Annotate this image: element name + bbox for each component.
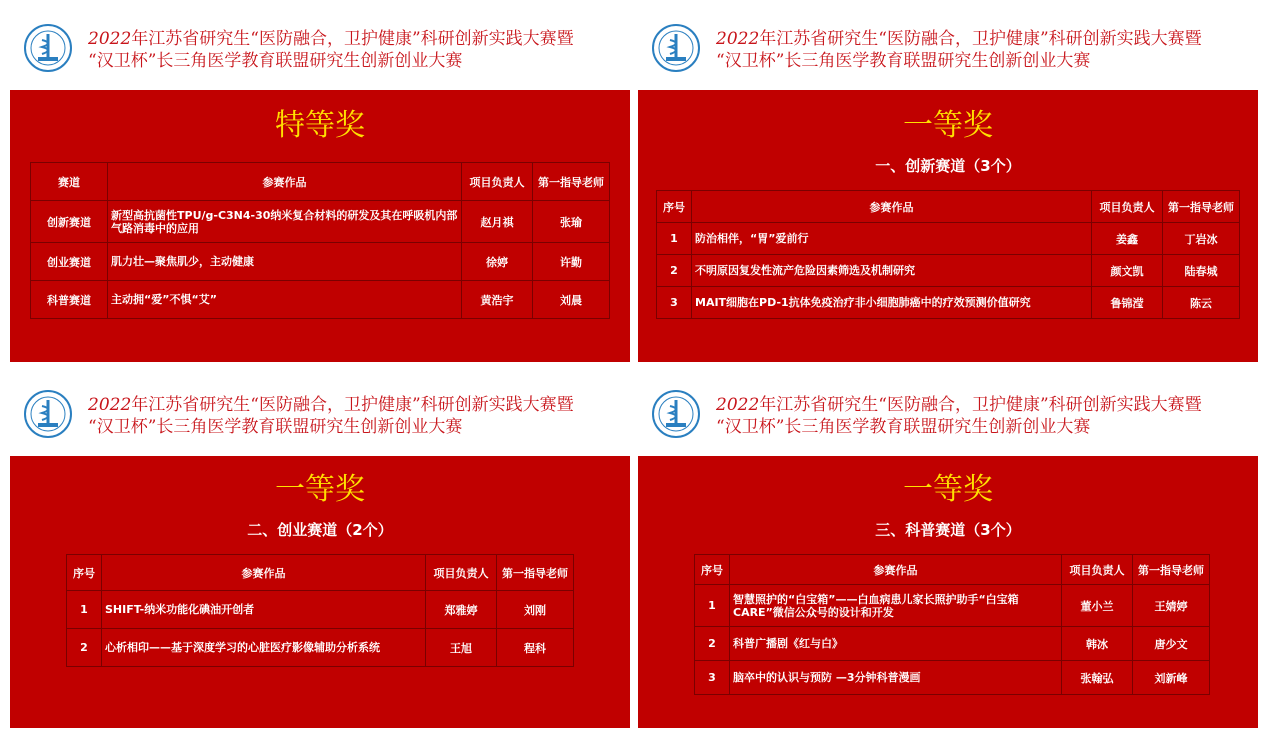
table-row: [695, 627, 1210, 661]
column-header: 项目负责人: [462, 163, 533, 201]
event-title: [716, 28, 1256, 72]
column-header: 序号: [695, 555, 730, 585]
award-title: 一等奖: [903, 108, 993, 143]
table-row: [31, 201, 610, 243]
project-cell: 脑卒中的认识与预防 —3分钟科普漫画: [730, 661, 1062, 695]
project-cell: 防治相伴，“胃”爱前行: [692, 223, 1092, 255]
award-subtitle: 三、科普赛道（3个）: [875, 521, 1021, 539]
event-title-line2: “汉卫杯”长三角医学教育联盟研究生创新创业大赛: [716, 51, 1091, 71]
university-logo-icon: [24, 24, 72, 72]
advisor-cell: 陈云: [1163, 287, 1240, 319]
leader-cell: 韩冰: [1062, 627, 1133, 661]
award-title: 特等奖: [275, 108, 365, 143]
university-logo-icon: [652, 390, 700, 438]
slide-header: [10, 0, 630, 90]
column-header: 项目负责人: [426, 555, 497, 591]
index-cell: 2: [67, 629, 102, 667]
advisor-cell: 许勤: [533, 243, 610, 281]
column-header: 第一指导老师: [1163, 191, 1240, 223]
column-header: 第一指导老师: [533, 163, 610, 201]
leader-cell: 赵月祺: [462, 201, 533, 243]
column-header: 参赛作品: [108, 163, 462, 201]
project-cell: 心析相印——基于深度学习的心脏医疗影像辅助分析系统: [102, 629, 426, 667]
project-cell: 不明原因复发性流产危险因素筛选及机制研究: [692, 255, 1092, 287]
university-logo-icon: [24, 390, 72, 438]
table-header-row: [695, 555, 1210, 585]
leader-cell: 王旭: [426, 629, 497, 667]
index-cell: 1: [67, 591, 102, 629]
track-cell: 创新赛道: [31, 201, 108, 243]
column-header: 项目负责人: [1092, 191, 1163, 223]
award-title: 一等奖: [275, 472, 365, 507]
event-title: [88, 394, 628, 438]
leader-cell: 鲁锦滢: [1092, 287, 1163, 319]
table-row: [695, 661, 1210, 695]
slide-header: [638, 366, 1258, 456]
slide-header: [638, 0, 1258, 90]
project-cell: 智慧照护的“白宝箱”——白血病患儿家长照护助手“白宝箱CARE”微信公众号的设计和开发: [730, 585, 1062, 627]
leader-cell: 郑雅婷: [426, 591, 497, 629]
index-cell: 1: [657, 223, 692, 255]
award-banner: [638, 456, 1258, 728]
track-cell: 创业赛道: [31, 243, 108, 281]
award-title: 一等奖: [903, 472, 993, 507]
table-header-row: [31, 163, 610, 201]
advisor-cell: 陆春城: [1163, 255, 1240, 287]
advisor-cell: 程科: [497, 629, 574, 667]
column-header: 序号: [657, 191, 692, 223]
event-title-line2: “汉卫杯”长三角医学教育联盟研究生创新创业大赛: [88, 51, 463, 71]
table-row: [657, 255, 1240, 287]
slide-first-prize-science-popularization: [638, 366, 1258, 728]
advisor-cell: 张瑜: [533, 201, 610, 243]
event-title: [88, 28, 628, 72]
award-banner: [10, 456, 630, 728]
column-header: 参赛作品: [730, 555, 1062, 585]
project-cell: SHIFT-纳米功能化碘油开创者: [102, 591, 426, 629]
advisor-cell: 丁岩冰: [1163, 223, 1240, 255]
leader-cell: 颜文凯: [1092, 255, 1163, 287]
table-row: [31, 281, 610, 319]
event-title-line1: 年江苏省研究生“医防融合，卫护健康”科研创新实践大赛暨: [759, 395, 1202, 415]
award-table: [694, 554, 1210, 695]
event-title-line2: “汉卫杯”长三角医学教育联盟研究生创新创业大赛: [716, 417, 1091, 437]
project-cell: 肌力壮—聚焦肌少，主动健康: [108, 243, 462, 281]
advisor-cell: 刘新峰: [1133, 661, 1210, 695]
table-row: [67, 629, 574, 667]
table-row: [657, 223, 1240, 255]
event-title-line2: “汉卫杯”长三角医学教育联盟研究生创新创业大赛: [88, 417, 463, 437]
event-year: 2022: [716, 395, 760, 415]
column-header: 项目负责人: [1062, 555, 1133, 585]
slide-first-prize-innovation: [638, 0, 1258, 362]
index-cell: 2: [657, 255, 692, 287]
event-title-line1: 年江苏省研究生“医防融合，卫护健康”科研创新实践大赛暨: [131, 29, 574, 49]
university-logo-icon: [652, 24, 700, 72]
project-cell: 科普广播剧《红与白》: [730, 627, 1062, 661]
index-cell: 3: [657, 287, 692, 319]
event-title-line1: 年江苏省研究生“医防融合，卫护健康”科研创新实践大赛暨: [131, 395, 574, 415]
slide-first-prize-entrepreneurship: [10, 366, 630, 728]
award-table: [30, 162, 610, 319]
index-cell: 3: [695, 661, 730, 695]
column-header: 赛道: [31, 163, 108, 201]
event-title: [716, 394, 1256, 438]
table-row: [31, 243, 610, 281]
event-title-line1: 年江苏省研究生“医防融合，卫护健康”科研创新实践大赛暨: [759, 29, 1202, 49]
column-header: 参赛作品: [102, 555, 426, 591]
leader-cell: 张翰弘: [1062, 661, 1133, 695]
leader-cell: 徐婷: [462, 243, 533, 281]
award-subtitle: 一、创新赛道（3个）: [875, 157, 1021, 175]
column-header: 参赛作品: [692, 191, 1092, 223]
award-table: [656, 190, 1240, 319]
award-table: [66, 554, 574, 667]
table-header-row: [657, 191, 1240, 223]
slide-special-prize: [10, 0, 630, 362]
index-cell: 1: [695, 585, 730, 627]
project-cell: MAIT细胞在PD-1抗体免疫治疗非小细胞肺癌中的疗效预测价值研究: [692, 287, 1092, 319]
award-banner: [10, 90, 630, 362]
leader-cell: 姜鑫: [1092, 223, 1163, 255]
leader-cell: 黄浩宇: [462, 281, 533, 319]
table-header-row: [67, 555, 574, 591]
advisor-cell: 唐少文: [1133, 627, 1210, 661]
column-header: 第一指导老师: [1133, 555, 1210, 585]
track-cell: 科普赛道: [31, 281, 108, 319]
slide-header: [10, 366, 630, 456]
column-header: 序号: [67, 555, 102, 591]
advisor-cell: 刘晨: [533, 281, 610, 319]
award-banner: [638, 90, 1258, 362]
table-row: [657, 287, 1240, 319]
leader-cell: 董小兰: [1062, 585, 1133, 627]
project-cell: 新型高抗菌性TPU/g-C3N4-30纳米复合材料的研发及其在呼吸机内部气路消毒中的应用: [108, 201, 462, 243]
table-row: [695, 585, 1210, 627]
award-subtitle: 二、创业赛道（2个）: [247, 521, 393, 539]
advisor-cell: 刘刚: [497, 591, 574, 629]
table-row: [67, 591, 574, 629]
project-cell: 主动拥“爱”不惧“艾”: [108, 281, 462, 319]
event-year: 2022: [88, 395, 132, 415]
advisor-cell: 王婧婷: [1133, 585, 1210, 627]
event-year: 2022: [716, 29, 760, 49]
event-year: 2022: [88, 29, 132, 49]
column-header: 第一指导老师: [497, 555, 574, 591]
index-cell: 2: [695, 627, 730, 661]
